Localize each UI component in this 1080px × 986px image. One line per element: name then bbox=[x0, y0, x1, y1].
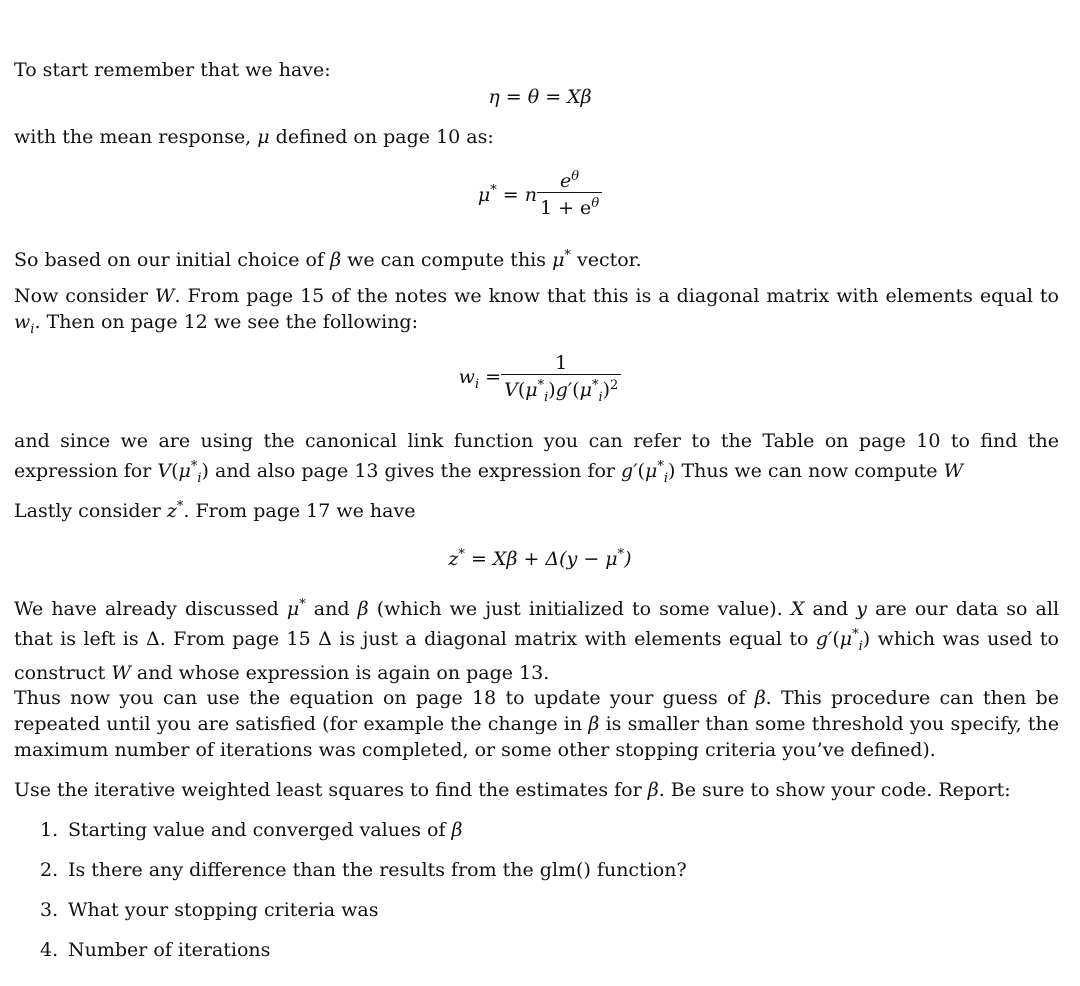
update-procedure-text: Thus now you can use the equation on page 18 to update your guess of β. This procedure can then be repeated until you are satisfied (for example the change in β is smaller than some threshold you specify, the maximum number of iterations was completed, or some other stopping criteria you’ve defined). bbox=[14, 687, 1059, 761]
mean-response-text: with the mean response, μ defined on page 10 as: bbox=[14, 126, 494, 148]
list-item: 4. Number of iterations bbox=[40, 939, 271, 961]
task-text: Use the iterative weighted least squares to find the estimates for β. Be sure to show your code. Report: bbox=[14, 779, 1011, 801]
w-fraction: $\frac{1}{V(\mu^*_i)g'(\mu^*_i)^2}$ bbox=[501, 352, 621, 409]
w-matrix-text: Now consider W. From page 15 of the notes we know that this is a diagonal matrix with elements equal to $w_i$. Then on page 12 we see the following: bbox=[14, 285, 1059, 337]
beta-choice-text: So based on our initial choice of β we can compute this μ* vector. bbox=[14, 248, 642, 271]
list-item: 3. What your stopping criteria was bbox=[40, 899, 379, 921]
intro-text: To start remember that we have: bbox=[14, 59, 331, 81]
mu-fraction: $\frac{e^\theta}{1 + e^\theta}$ bbox=[537, 166, 602, 219]
canonical-link-text: and since we are using the canonical link function you can refer to the Table on page 10 to find the expression for $V(\mu^*_i)$ and also page 13 gives the expression for $g'(\mu^*_i)$ Thus we can now compute W bbox=[14, 430, 1059, 486]
equation-w: $w_i$ = $\frac{1}{V(\mu^*_i)g'(\mu^*_i)^2}$ bbox=[0, 352, 1080, 409]
list-item: 2. Is there any difference than the results from the glm() function? bbox=[40, 859, 687, 881]
list-item: 1. Starting value and converged values of β bbox=[40, 819, 463, 841]
equation-z-star: z* = Xβ + Δ(y − μ*) bbox=[448, 547, 632, 570]
equation-eta: η = θ = Xβ bbox=[488, 86, 592, 108]
equation-mu-star: μ* = n $\frac{e^\theta}{1 + e^\theta}$ bbox=[0, 166, 1080, 219]
z-star-text: Lastly consider z*. From page 17 we have bbox=[14, 499, 416, 522]
data-discussion-text: We have already discussed μ* and β (which we just initialized to some value). X and y are our data so all that is left is Δ. From page 15 Δ is just a diagonal matrix with elements equal to $g'(\mu^*_i)$ which was used to construct W and whose expression is again on page 13. bbox=[14, 597, 1060, 684]
